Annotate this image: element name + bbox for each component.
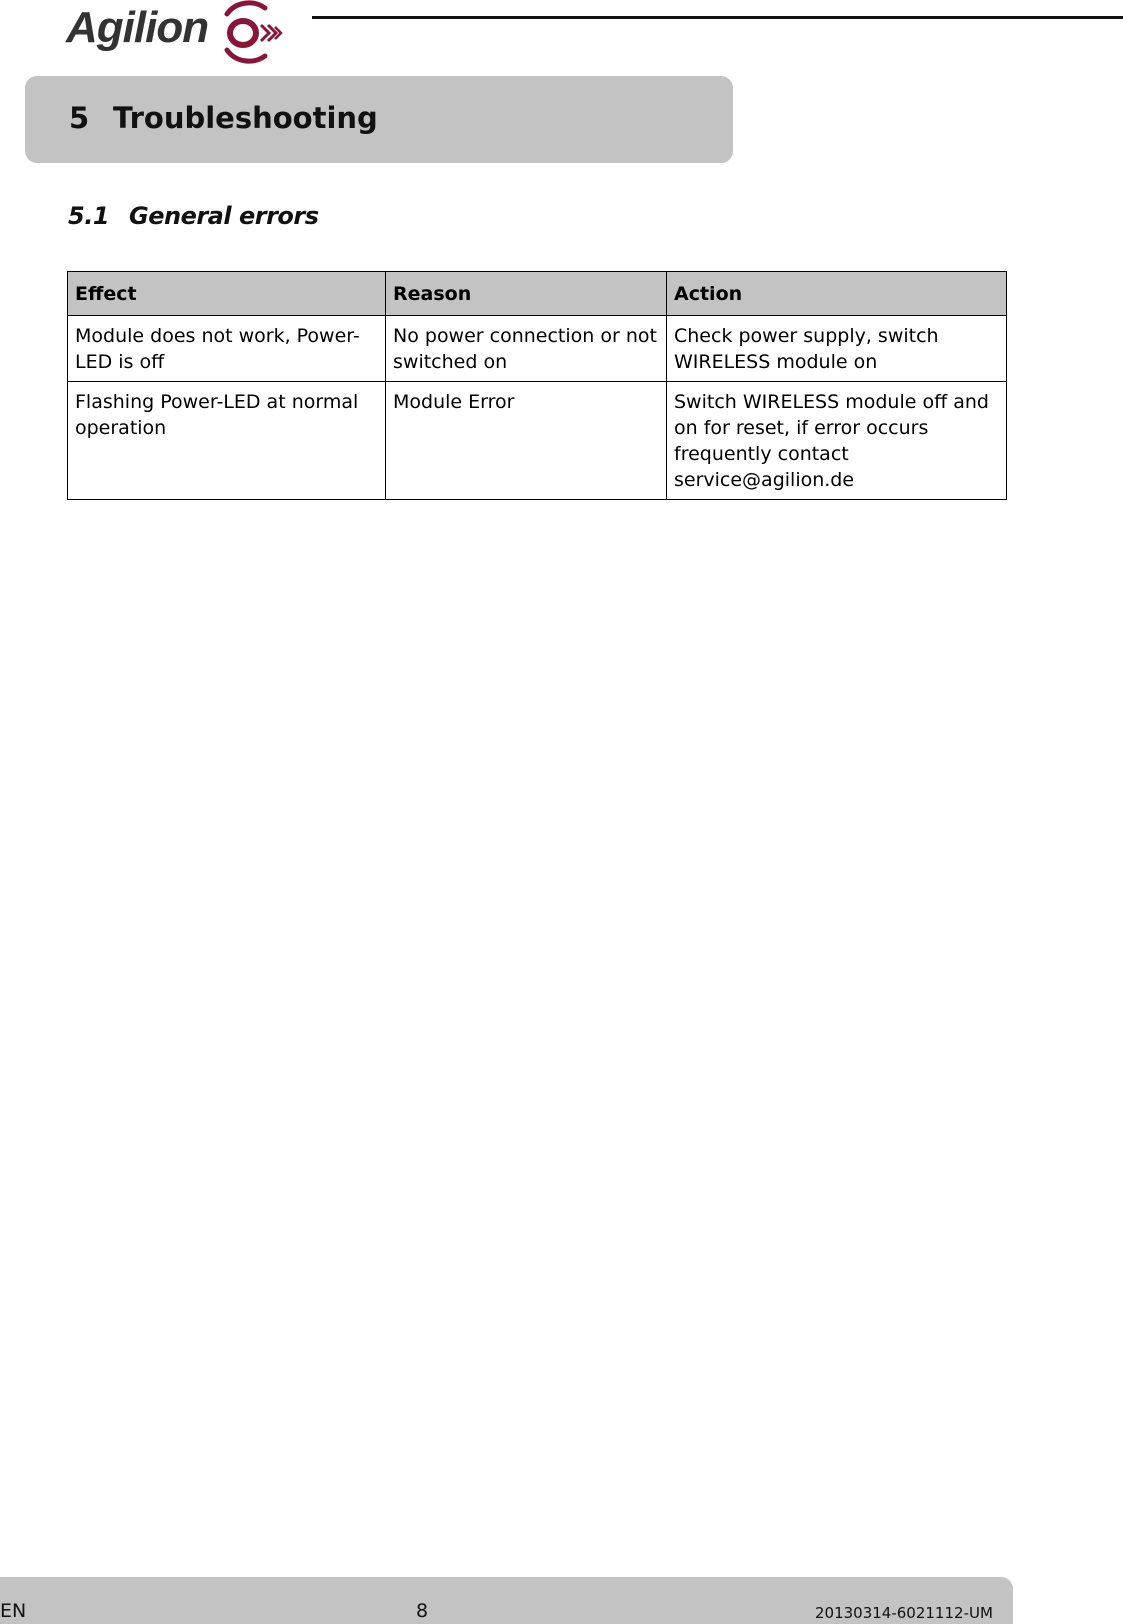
- footer-document-id: 20130314-6021112-UM: [815, 1604, 993, 1622]
- table-cell-reason: No power connection or not switched on: [386, 316, 667, 382]
- table-cell-action: Switch WIRELESS module off and on for reset, if error occurs frequently contact service@agilion.de: [667, 382, 1007, 500]
- chapter-heading-bar: [25, 76, 733, 163]
- signal-waves-icon: [221, 0, 287, 64]
- header-divider: [312, 16, 1123, 19]
- table-cell-effect: Module does not work, Power-LED is off: [68, 316, 386, 382]
- table-cell-effect: Flashing Power-LED at normal operation: [68, 382, 386, 500]
- table-header-row: [68, 272, 1007, 316]
- footer-language: EN: [0, 1600, 27, 1622]
- error-table: [67, 271, 1007, 500]
- chapter-title-text: Troubleshooting: [113, 101, 378, 135]
- section-title-text: General errors: [129, 202, 319, 230]
- agilion-logo: [66, 0, 286, 66]
- column-header-action: Action: [667, 272, 1007, 316]
- footer-page-number: 8: [416, 1600, 429, 1622]
- page-footer: [0, 1577, 1013, 1624]
- section-number: 5.1: [68, 202, 110, 230]
- logo-wordmark: Agilion: [66, 3, 209, 52]
- table-cell-reason: Module Error: [386, 382, 667, 500]
- chapter-number: 5: [69, 101, 90, 135]
- column-header-reason: Reason: [386, 272, 667, 316]
- table-cell-action: Check power supply, switch WIRELESS module on: [667, 316, 1007, 382]
- column-header-effect: Effect: [68, 272, 386, 316]
- chapter-title: [69, 100, 378, 136]
- table-row: [68, 382, 1007, 500]
- table-row: [68, 316, 1007, 382]
- section-title: [68, 200, 319, 232]
